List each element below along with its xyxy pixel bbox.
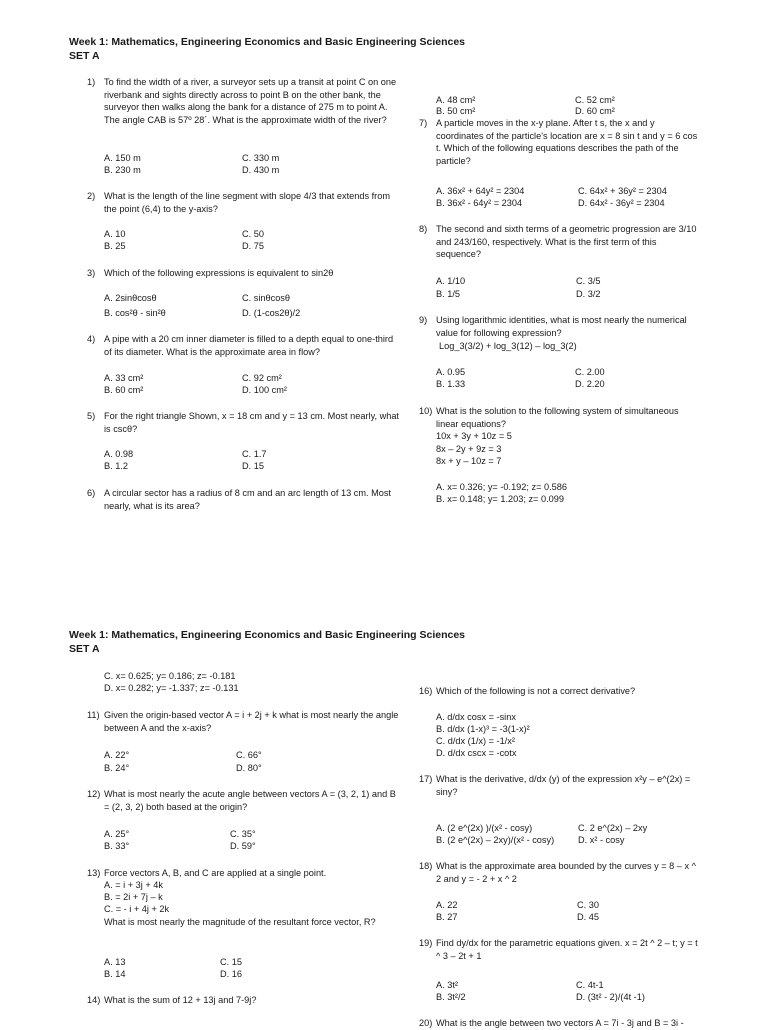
option-d: D. 2.20	[575, 379, 605, 389]
question-number: 11)	[87, 710, 100, 720]
option-c: C. 66°	[236, 750, 262, 760]
question-number: 8)	[419, 224, 428, 234]
option-a: A. 22	[436, 900, 458, 910]
option-c: C. 50	[242, 229, 264, 239]
question-text: What is the approximate area bounded by the curves y = 8 – x ^ 2 and y = - 2 + x ^ 2	[436, 861, 696, 884]
option-b: B. (2 e^(2x) – 2xy)/(x² - cosy)	[436, 835, 555, 845]
question-text: Given the origin-based vector A = i + 2j + k what is most nearly the angle between A and the x-axis?	[104, 710, 399, 733]
option-d: D. 75	[242, 241, 264, 251]
option-c: C. d/dx (1/x) = -1/x²	[436, 736, 515, 746]
option-c: C. 64x² + 36y² = 2304	[578, 186, 667, 196]
option-c: C. 30	[577, 900, 599, 910]
option-d: D. 16	[220, 969, 242, 979]
option-b: B. cos²θ - sin²θ	[104, 308, 166, 318]
option-c: C. 35°	[230, 829, 256, 839]
option-d: D. 100 cm²	[242, 385, 287, 395]
option-a: A. 36x² + 64y² = 2304	[436, 186, 525, 196]
option-b: B. x= 0.148; y= 1.203; z= 0.099	[436, 494, 564, 504]
option-b: B. 230 m	[104, 165, 141, 175]
vector-c: C. = - i + 4j + 2k	[104, 904, 170, 914]
question-text: Find dy/dx for the parametric equations given. x = 2t ^ 2 – t; y = t ^ 3 – 2t + 1	[436, 938, 698, 961]
question-text: Which of the following is not a correct derivative?	[436, 686, 636, 696]
question-text: What is the angle between two vectors A = 7i - 3j and B = 3i -	[436, 1018, 684, 1028]
set-label: SET A	[69, 50, 100, 62]
option-c: C. 1.7	[242, 449, 267, 459]
option-b: B. 36x² - 64y² = 2304	[436, 198, 523, 208]
question-text: A pipe with a 20 cm inner diameter is filled to a depth equal to one-third of its diameter. What is the approximate area in flow?	[104, 334, 394, 357]
question-text: A particle moves in the x-y plane. After t s, the x and y coordinates of the particle's location are x = 8 sin t and y = 6 cos t. Which of the following equations describes the path of the particle?	[436, 118, 698, 166]
option-a: A. 48 cm²	[436, 95, 476, 105]
question-number: 5)	[87, 411, 96, 421]
question-number: 7)	[419, 118, 428, 128]
option-b: B. 1.33	[436, 379, 466, 389]
option-c: C. sinθcosθ	[242, 293, 291, 303]
question-number: 19)	[419, 938, 433, 948]
question-text: The second and sixth terms of a geometric progression are 3/10 and 243/160, respectively. What is the first term of this sequence?	[436, 224, 697, 260]
question-text: What is the solution to the following system of simultaneous linear equations?	[436, 406, 679, 429]
equation: 8x + y – 10z = 7	[436, 456, 502, 466]
option-d: D. x= 0.282; y= -1.337; z= -0.131	[104, 683, 239, 693]
option-d: D. 60 cm²	[575, 106, 615, 116]
expression: Log_3(3/2) + log_3(12) – log_3(2)	[439, 341, 577, 351]
option-a: A. 33 cm²	[104, 373, 144, 383]
option-a: A. 13	[104, 957, 126, 967]
question-number: 4)	[87, 334, 96, 344]
question-text: Which of the following expressions is equivalent to sin2θ	[104, 268, 334, 278]
option-b: B. 27	[436, 912, 458, 922]
set-label: SET A	[69, 643, 100, 655]
option-c: C. 3/5	[576, 276, 601, 286]
option-b: B. 1.2	[104, 461, 129, 471]
question-number: 9)	[419, 315, 428, 325]
question-number: 18)	[419, 861, 433, 871]
option-d: D. 430 m	[242, 165, 280, 175]
option-d: D. 15	[242, 461, 264, 471]
option-b: B. d/dx (1-x)³ = -3(1-x)²	[436, 724, 530, 734]
question-number: 12)	[87, 789, 101, 799]
question-text: To find the width of a river, a surveyor sets up a transit at point C on one riverbank and sights directly across to point B on the other bank, the surveyor then walks along the bank for a distance of 275 m to point A. The angle CAB is 57º 28´. What is the approximate width of the river?	[104, 77, 397, 125]
question-text: What is the sum of 12 + 13j and 7-9j?	[104, 995, 257, 1005]
question-number: 20)	[419, 1018, 433, 1028]
option-b: B. 50 cm²	[436, 106, 476, 116]
option-d: D. (3t² - 2)/(4t -1)	[576, 992, 645, 1002]
question-text: What is the length of the line segment with slope 4/3 that extends from the point (6,4) to the y-axis?	[104, 191, 390, 214]
page-title: Week 1: Mathematics, Engineering Economics and Basic Engineering Sciences	[69, 36, 466, 48]
vector-a: A. = i + 3j + 4k	[104, 880, 163, 890]
option-a: A. 22°	[104, 750, 130, 760]
option-a: A. 2sinθcosθ	[104, 293, 157, 303]
option-b: B. 25	[104, 241, 126, 251]
option-d: D. 64x² - 36y² = 2304	[578, 198, 665, 208]
question-number: 17)	[419, 774, 433, 784]
question-text: Using logarithmic identities, what is most nearly the numerical value for following expression?	[436, 315, 687, 338]
option-b: B. 3t²/2	[436, 992, 466, 1002]
option-c: C. 330 m	[242, 153, 280, 163]
option-a: A. d/dx cosx = -sinx	[436, 712, 516, 722]
option-a: A. 0.95	[436, 367, 466, 377]
option-a: A. x= 0.326; y= -0.192; z= 0.586	[436, 482, 568, 492]
page-title: Week 1: Mathematics, Engineering Economics and Basic Engineering Sciences	[69, 629, 466, 641]
question-number: 6)	[87, 488, 96, 498]
option-b: B. 1/5	[436, 289, 461, 299]
question-text: A circular sector has a radius of 8 cm and an arc length of 13 cm. Most nearly, what is its area?	[104, 488, 391, 511]
option-a: A. (2 e^(2x) )/(x² - cosy)	[436, 823, 533, 833]
question-number: 16)	[419, 686, 433, 696]
option-d: D. d/dx cscx = -cotx	[436, 748, 517, 758]
question-number: 2)	[87, 191, 96, 201]
question-number: 13)	[87, 868, 101, 878]
option-c: C. 15	[220, 957, 242, 967]
option-d: D. x² - cosy	[578, 835, 625, 845]
option-d: D. (1-cos2θ)/2	[242, 308, 301, 318]
option-c: C. x= 0.625; y= 0.186; z= -0.181	[104, 671, 236, 681]
option-c: C. 4t-1	[576, 980, 604, 990]
option-a: A. 3t²	[436, 980, 458, 990]
question-text: What is most nearly the acute angle between vectors A = (3, 2, 1) and B = (2, 3, 2) both based at the origin?	[104, 789, 396, 812]
option-c: C. 92 cm²	[242, 373, 282, 383]
option-d: D. 45	[577, 912, 599, 922]
option-b: B. 14	[104, 969, 126, 979]
option-c: C. 2.00	[575, 367, 605, 377]
option-c: C. 2 e^(2x) – 2xy	[578, 823, 648, 833]
equation: 8x – 2y + 9z = 3	[436, 444, 502, 454]
option-d: D. 80°	[236, 763, 262, 773]
option-a: A. 10	[104, 229, 126, 239]
question-text: Force vectors A, B, and C are applied at a single point.	[104, 868, 327, 878]
equation: 10x + 3y + 10z = 5	[436, 431, 512, 441]
option-a: A. 25°	[104, 829, 130, 839]
option-d: D. 3/2	[576, 289, 601, 299]
question-number: 10)	[419, 406, 433, 416]
question-number: 3)	[87, 268, 96, 278]
question-number: 1)	[87, 77, 96, 87]
option-b: B. 24°	[104, 763, 130, 773]
option-b: B. 33°	[104, 841, 130, 851]
option-c: C. 52 cm²	[575, 95, 615, 105]
vector-b: B. = 2i + 7j – k	[104, 892, 163, 902]
question-text: For the right triangle Shown, x = 18 cm and y = 13 cm. Most nearly, what is cscθ?	[104, 411, 399, 434]
option-a: A. 1/10	[436, 276, 466, 286]
option-a: A. 0.98	[104, 449, 134, 459]
option-b: B. 60 cm²	[104, 385, 144, 395]
question-number: 14)	[87, 995, 101, 1005]
option-d: D. 59°	[230, 841, 256, 851]
option-a: A. 150 m	[104, 153, 141, 163]
question-text: What is the derivative, d/dx (y) of the expression x²y – e^(2x) = siny?	[436, 774, 691, 797]
